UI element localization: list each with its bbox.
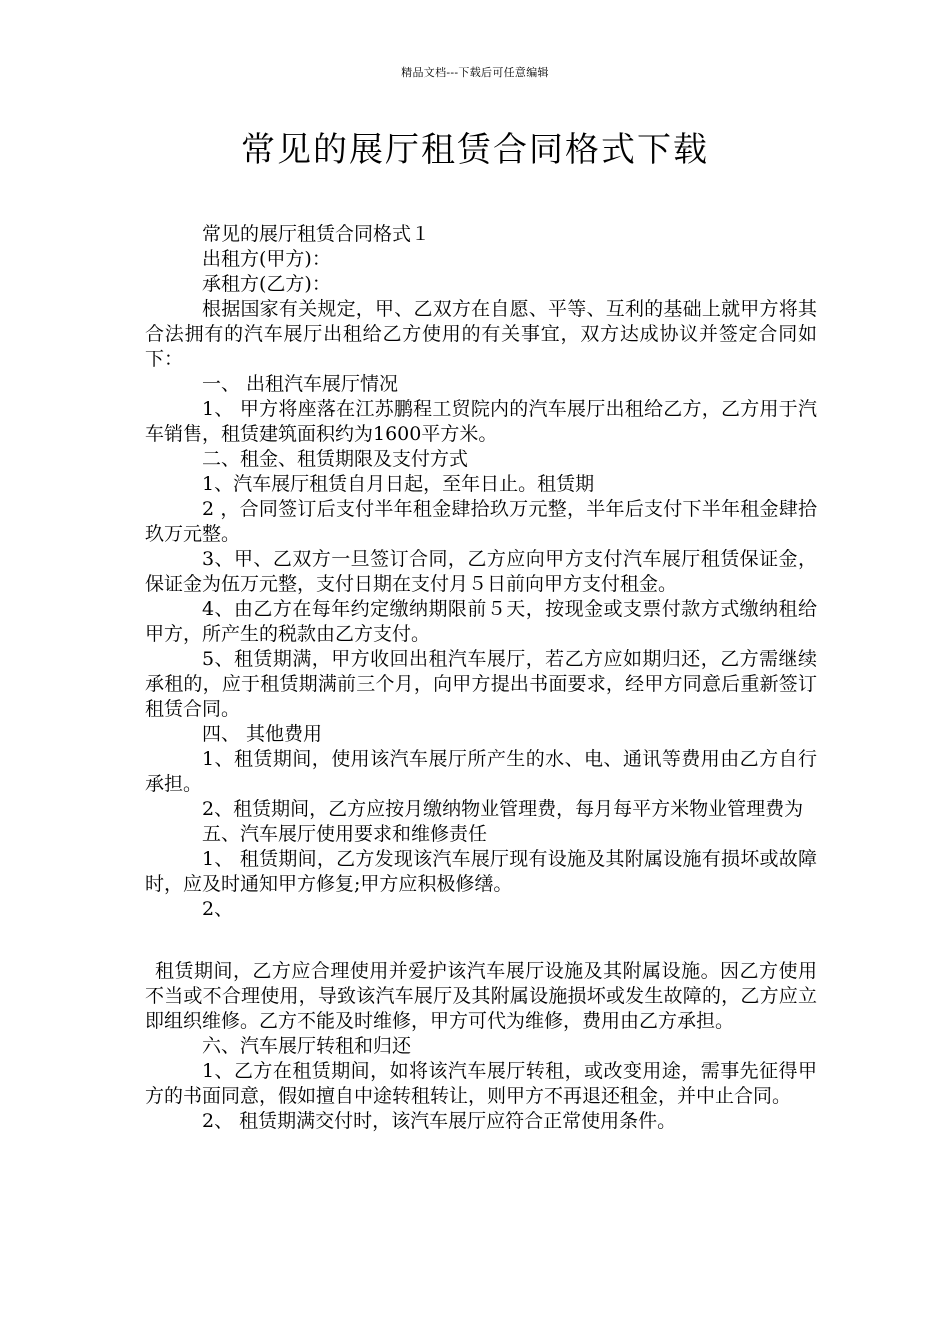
clause-4-2: 2、租赁期间，乙方应按月缴纳物业管理费，每月每平方米物业管理费为	[202, 798, 804, 820]
party-a-line: 出租方(甲方)：	[202, 248, 331, 270]
clause-4-1: 1、租赁期间，使用该汽车展厅所产生的水、电、通讯等费用由乙方自行承担。	[145, 748, 817, 795]
clause-heading-4: 四、 其他费用	[202, 723, 323, 745]
clause-2-4: 4、由乙方在每年约定缴纳期限前５天，按现金或支票付款方式缴纳租给甲方，所产生的税款由乙方支付。	[145, 598, 817, 645]
clause-2-3: 3、甲、乙双方一旦签订合同，乙方应向甲方支付汽车展厅租赁保证金，保证金为伍万元整，支付日期在支付月５日前向甲方支付租金。	[145, 548, 817, 595]
clause-1-1: 1、 甲方将座落在江苏鹏程工贸院内的汽车展厅出租给乙方，乙方用于汽车销售，租赁建筑面积约为1600平方米。	[145, 398, 817, 445]
clause-heading-5: 五、汽车展厅使用要求和维修责任	[202, 823, 488, 845]
section-heading: 常见的展厅租赁合同格式１	[202, 223, 431, 245]
clause-2-2: 2 ，合同签订后支付半年租金肆拾玖万元整，半年后支付下半年租金肆拾玖万元整。	[145, 498, 817, 545]
document-title: 常见的展厅租赁合同格式下载	[241, 130, 709, 170]
clause-6-1: 1、乙方在租赁期间，如将该汽车展厅转租，或改变用途，需事先征得甲方的书面同意，假如擅自中途转租转让，则甲方不再退还租金，并中止合同。	[145, 1060, 817, 1107]
paragraph-gap	[145, 922, 817, 959]
clause-2-1: 1、汽车展厅租赁自月日起，至年日止。租赁期	[202, 473, 595, 495]
clause-6-2: 2、 租赁期满交付时，该汽车展厅应符合正常使用条件。	[202, 1110, 677, 1132]
clause-heading-1: 一、 出租汽车展厅情况	[202, 373, 399, 395]
clause-5-1: 1、 租赁期间，乙方发现该汽车展厅现有设施及其附属设施有损坏或故障时，应及时通知甲方修复;甲方应积极修缮。	[145, 848, 817, 895]
clause-5-2-text: 租赁期间，乙方应合理使用并爱护该汽车展厅设施及其附属设施。因乙方使用不当或不合理使用，导致该汽车展厅及其附属设施损坏或发生故障的，乙方应立即组织维修。乙方不能及时维修，甲方可代为维修，费用由乙方承担。	[145, 960, 817, 1032]
clause-heading-2: 二、租金、租赁期限及支付方式	[202, 448, 469, 470]
document-body	[145, 222, 817, 1134]
party-b-line: 承租方(乙方)：	[202, 273, 331, 295]
clause-heading-6: 六、汽车展厅转租和归还	[202, 1035, 412, 1057]
page-header: 精品文档---下载后可任意编辑	[401, 66, 549, 79]
preamble-paragraph: 根据国家有关规定，甲、乙双方在自愿、平等、互利的基础上就甲方将其合法拥有的汽车展厅出租给乙方使用的有关事宜，双方达成协议并签定合同如下：	[145, 298, 817, 370]
clause-2-5: 5、租赁期满，甲方收回出租汽车展厅，若乙方应如期归还，乙方需继续承租的，应于租赁期满前三个月，向甲方提出书面要求，经甲方同意后重新签订租赁合同。	[145, 648, 817, 720]
clause-5-2-number: 2、	[202, 898, 234, 920]
